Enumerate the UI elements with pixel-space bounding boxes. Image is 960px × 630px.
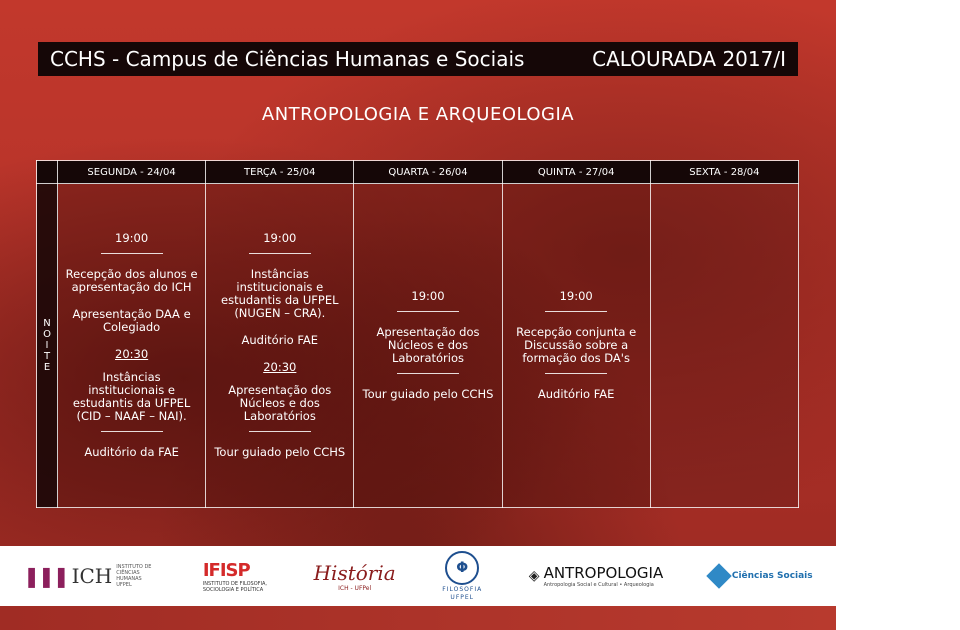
divider (397, 311, 459, 312)
friday-events (650, 184, 798, 508)
day-header-friday: SEXTA - 28/04 (650, 161, 798, 184)
schedule-table (36, 160, 799, 508)
tuesday-events: 19:00 Instâncias institucionais e estudantis da UFPEL (NUGEN – CRA). Auditório FAE 20:30 Apresentação dos Núcleos e dos Laboratórios Tour guiado pelo CCHS (206, 184, 354, 508)
divider (101, 253, 163, 254)
header-bar (38, 42, 798, 76)
period-label-night: N O I T E (37, 184, 58, 508)
footer-strip (0, 606, 836, 630)
schedule-header-row (37, 161, 799, 184)
filosofia-phi-icon: Φ (445, 551, 479, 585)
monday-events: 19:00 Recepção dos alunos e apresentação do ICH Apresentação DAA e Colegiado 20:30 Instâncias institucionais e estudantis da UFPEL (CID – NAAF – NAI). Auditório da FAE (58, 184, 206, 508)
divider (545, 311, 607, 312)
page-title: CCHS - Campus de Ciências Humanas e Sociais (50, 47, 525, 71)
filosofia-logo: Φ FILOSOFIA UFPEL (442, 551, 482, 601)
event-tour: Tour guiado pelo CCHS (362, 387, 494, 401)
day-header-monday: SEGUNDA - 24/04 (58, 161, 206, 184)
event-place: Auditório FAE (537, 387, 615, 401)
event-time: 19:00 (263, 231, 297, 245)
event-time: 19:00 (411, 289, 445, 303)
wednesday-events: 19:00 Apresentação dos Núcleos e dos Laboratórios Tour guiado pelo CCHS (354, 184, 502, 508)
divider (545, 373, 607, 374)
event-time: 19:00 (559, 289, 593, 303)
eye-icon: ◈ (528, 568, 540, 584)
edition-label: CALOURADA 2017/I (592, 47, 786, 71)
divider (101, 431, 163, 432)
header-corner (37, 161, 58, 184)
partner-logos (0, 546, 836, 606)
day-header-wednesday: QUARTA - 26/04 (354, 161, 502, 184)
event-time: 20:30 (115, 347, 149, 361)
event-time: 19:00 (115, 231, 149, 245)
event-time: 20:30 (263, 360, 297, 374)
divider (249, 431, 311, 432)
ciencias-sociais-logo: Ciências Sociais (710, 567, 813, 585)
divider (397, 373, 459, 374)
ich-figures-icon: ❚❚❚ (23, 564, 68, 588)
day-header-thursday: QUINTA - 27/04 (502, 161, 650, 184)
event-tour: Tour guiado pelo CCHS (214, 445, 346, 459)
thursday-events: 19:00 Recepção conjunta e Discussão sobre a formação dos DA's Auditório FAE (502, 184, 650, 508)
event-place: Auditório FAE (241, 333, 319, 347)
ifisp-logo: IFISP INSTITUTO DE FILOSOFIA, SOCIOLOGIA E POLÍTICA (202, 559, 268, 593)
day-header-tuesday: TERÇA - 25/04 (206, 161, 354, 184)
course-title: ANTROPOLOGIA E ARQUEOLOGIA (261, 104, 575, 125)
diamond-icon (706, 563, 731, 588)
ich-logo: ❚❚❚ ICH INSTITUTO DE CIÊNCIAS HUMANAS UFPEL (23, 564, 152, 588)
night-row (37, 184, 799, 508)
antropologia-logo: ◈ ANTROPOLOGIA Antropologia Social e Cultural • Arqueologia (528, 564, 664, 588)
historia-logo: História ICH - UFPel (313, 560, 396, 592)
event-place: Auditório da FAE (84, 445, 179, 459)
divider (249, 253, 311, 254)
